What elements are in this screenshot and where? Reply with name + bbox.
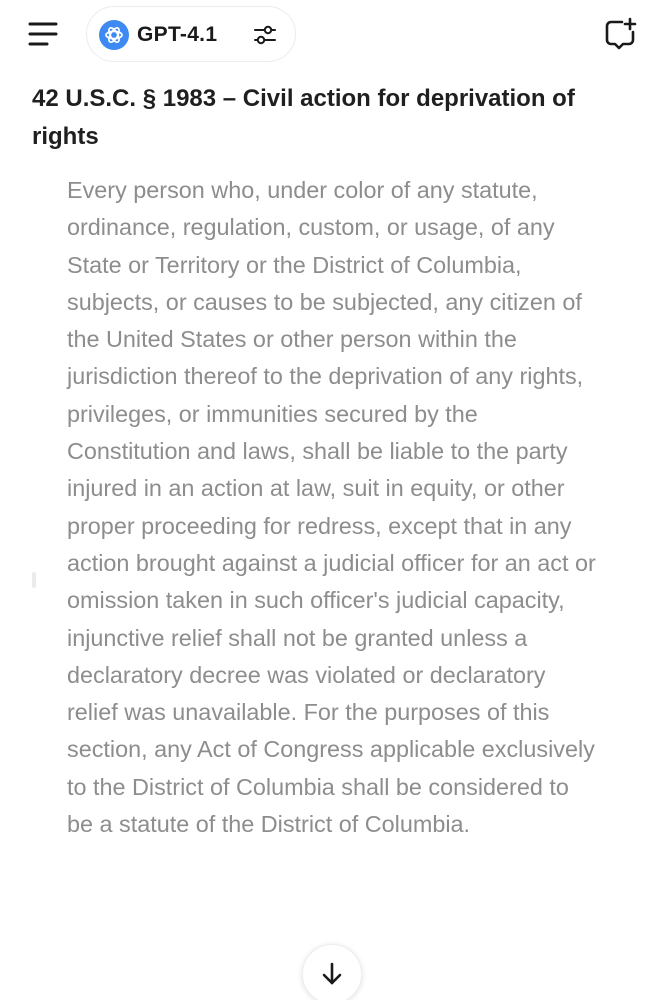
statute-heading: 42 U.S.C. § 1983 – Civil action for deprivation of rights bbox=[32, 85, 575, 150]
blockquote-bar bbox=[32, 572, 36, 588]
sliders-icon bbox=[251, 21, 279, 49]
new-chat-button[interactable] bbox=[602, 16, 638, 52]
model-selector[interactable] bbox=[86, 6, 296, 62]
menu-button[interactable] bbox=[28, 20, 60, 48]
top-bar bbox=[0, 0, 664, 68]
scroll-to-bottom-button[interactable] bbox=[302, 944, 362, 1000]
statute-quote: Every person who, under color of any statute, ordinance, regulation, custom, or usage, of any State or Territory or the District of Columbia, subjects, or causes to be subjected, any citizen of the United States or other person within the jurisdiction thereof to the deprivation of any rights, privileges, or immunities secured by the Constitution and laws, shall be liable to the party injured in an action at law, suit in equity, or other proper proceeding for redress, except that in any action brought against a judicial officer for an act or omission taken in such officer's judicial capacity, injunctive relief shall not be granted unless a declaratory decree was violated or declaratory relief was unavailable. For the purposes of this section, any Act of Congress applicable exclusively to the District of Columbia shall be considered to be a statute of the District of Columbia. bbox=[67, 177, 596, 838]
openai-logo-icon bbox=[99, 20, 129, 50]
model-settings-button[interactable] bbox=[251, 21, 279, 49]
hamburger-menu-icon bbox=[28, 20, 60, 48]
new-chat-icon bbox=[602, 16, 638, 52]
model-name: GPT-4.1 bbox=[137, 23, 218, 46]
arrow-down-icon bbox=[319, 961, 345, 987]
